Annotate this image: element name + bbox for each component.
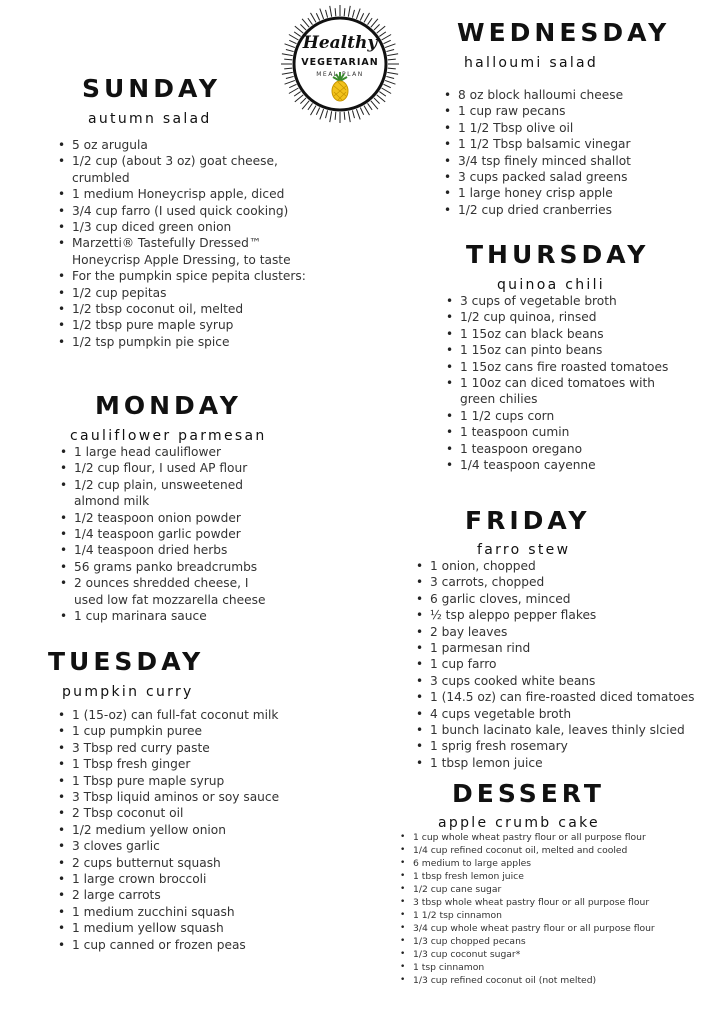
logo-badge	[280, 4, 400, 124]
monday-dish: cauliflower parmesan	[70, 428, 267, 444]
list-item: • For the pumpkin spice pepita clusters:	[72, 268, 332, 284]
wednesday-dish: halloumi salad	[464, 55, 599, 71]
list-item: • 2 large carrots	[72, 887, 332, 903]
list-item: • 1 Tbsp pure maple syrup	[72, 773, 332, 789]
friday-heading: FRIDAY	[465, 506, 591, 535]
list-item: • 2 ounces shredded cheese, I used low fat mozzarella cheese	[74, 575, 274, 608]
list-item: • 1 cup pumpkin puree	[72, 723, 332, 739]
list-item: • 1 1/2 Tbsp balsamic vinegar	[458, 136, 718, 152]
friday-dish: farro stew	[477, 542, 571, 558]
list-item: • 1 tsp cinnamon	[413, 961, 713, 974]
list-item: • 3 tbsp whole wheat pastry flour or all purpose flour	[413, 896, 713, 909]
list-item: • ½ tsp aleppo pepper flakes	[430, 607, 720, 623]
list-item: • 1 (14.5 oz) can fire-roasted diced tomatoes	[430, 689, 720, 705]
list-item: • 1 1/2 Tbsp olive oil	[458, 120, 718, 136]
list-item: • 3 cups of vegetable broth	[460, 293, 670, 309]
list-item: • Marzetti® Tastefully Dressed™ Honeycrisp Apple Dressing, to taste	[72, 235, 332, 268]
list-item: • 1 15oz can black beans	[460, 326, 670, 342]
list-item: • 1 tbsp lemon juice	[430, 755, 720, 771]
list-item: • 1 large honey crisp apple	[458, 185, 718, 201]
list-item: • 1/2 tbsp coconut oil, melted	[72, 301, 332, 317]
dessert-dish: apple crumb cake	[438, 815, 600, 831]
list-item: • 1/2 cup quinoa, rinsed	[460, 309, 670, 325]
list-item: • 1/2 cup plain, unsweetened almond milk	[74, 477, 274, 510]
logo-meal-plan: MEAL PLAN	[316, 71, 364, 78]
list-item: • 1/3 cup coconut sugar*	[413, 948, 713, 961]
sunday-dish: autumn salad	[88, 111, 212, 127]
list-item: • 3 cups packed salad greens	[458, 169, 718, 185]
list-item: • 1/2 cup cane sugar	[413, 883, 713, 896]
list-item: • 3/4 cup farro (I used quick cooking)	[72, 203, 332, 219]
list-item: • 1 medium zucchini squash	[72, 904, 332, 920]
list-item: • 2 bay leaves	[430, 624, 720, 640]
list-item: • 1 onion, chopped	[430, 558, 720, 574]
thursday-heading: THURSDAY	[466, 240, 650, 269]
list-item: • 1/4 teaspoon cayenne	[460, 457, 670, 473]
list-item: • 1 10oz can diced tomatoes with green chilies	[460, 375, 670, 408]
tuesday-dish: pumpkin curry	[62, 684, 194, 700]
sunday-ingredients	[56, 137, 332, 350]
list-item: • 1 teaspoon cumin	[460, 424, 670, 440]
list-item: • 2 Tbsp coconut oil	[72, 805, 332, 821]
dessert-heading: DESSERT	[452, 779, 605, 808]
list-item: • 6 medium to large apples	[413, 857, 713, 870]
list-item: • 3 Tbsp liquid aminos or soy sauce	[72, 789, 332, 805]
list-item: • 1 parmesan rind	[430, 640, 720, 656]
list-item: • 2 cups butternut squash	[72, 855, 332, 871]
list-item: • 8 oz block halloumi cheese	[458, 87, 718, 103]
list-item: • 56 grams panko breadcrumbs	[74, 559, 274, 575]
sunday-heading: SUNDAY	[82, 74, 222, 103]
list-item: • 1 cup canned or frozen peas	[72, 937, 332, 953]
list-item: • 3 cups cooked white beans	[430, 673, 720, 689]
list-item: • 1/3 cup refined coconut oil (not melted)	[413, 974, 713, 987]
list-item: • 1 cup marinara sauce	[74, 608, 274, 624]
list-item: • 1/2 medium yellow onion	[72, 822, 332, 838]
wednesday-heading: WEDNESDAY	[457, 18, 671, 47]
list-item: • 1/2 cup pepitas	[72, 285, 332, 301]
list-item: • 1/2 cup dried cranberries	[458, 202, 718, 218]
meal-plan-logo	[280, 4, 400, 124]
list-item: • 3 cloves garlic	[72, 838, 332, 854]
list-item: • 1 15oz can pinto beans	[460, 342, 670, 358]
list-item: • 1 cup raw pecans	[458, 103, 718, 119]
list-item: • 1 15oz cans fire roasted tomatoes	[460, 359, 670, 375]
list-item: • 1 medium Honeycrisp apple, diced	[72, 186, 332, 202]
logo-healthy: Healthy	[302, 33, 378, 53]
list-item: • 1 1/2 tsp cinnamon	[413, 909, 713, 922]
monday-heading: MONDAY	[95, 391, 242, 420]
monday-ingredients	[58, 444, 274, 624]
list-item: • 3 carrots, chopped	[430, 574, 720, 590]
list-item: • 1/3 cup diced green onion	[72, 219, 332, 235]
list-item: • 1/4 teaspoon garlic powder	[74, 526, 274, 542]
list-item: • 1 large head cauliflower	[74, 444, 274, 460]
list-item: • 1/4 cup refined coconut oil, melted and cooled	[413, 844, 713, 857]
list-item: • 6 garlic cloves, minced	[430, 591, 720, 607]
list-item: • 1 cup whole wheat pastry flour or all purpose flour	[413, 831, 713, 844]
thursday-ingredients	[444, 293, 670, 473]
tuesday-heading: TUESDAY	[48, 647, 205, 676]
list-item: • 1/2 tbsp pure maple syrup	[72, 317, 332, 333]
list-item: • 1 1/2 cups corn	[460, 408, 670, 424]
thursday-dish: quinoa chili	[497, 277, 605, 293]
wednesday-ingredients	[442, 87, 718, 218]
list-item: • 3/4 tsp finely minced shallot	[458, 153, 718, 169]
list-item: • 1/2 teaspoon onion powder	[74, 510, 274, 526]
dessert-ingredients	[397, 831, 713, 987]
list-item: • 1 teaspoon oregano	[460, 441, 670, 457]
list-item: • 1 Tbsp fresh ginger	[72, 756, 332, 772]
list-item: • 1 large crown broccoli	[72, 871, 332, 887]
list-item: • 3/4 cup whole wheat pastry flour or all purpose flour	[413, 922, 713, 935]
list-item: • 1/4 teaspoon dried herbs	[74, 542, 274, 558]
logo-vegetarian: VEGETARIAN	[301, 57, 379, 68]
list-item: • 1 bunch lacinato kale, leaves thinly slcied	[430, 722, 720, 738]
list-item: • 1/2 cup flour, I used AP flour	[74, 460, 274, 476]
list-item: • 1/2 tsp pumpkin pie spice	[72, 334, 332, 350]
list-item: • 1 medium yellow squash	[72, 920, 332, 936]
list-item: • 3 Tbsp red curry paste	[72, 740, 332, 756]
list-item: • 1/2 cup (about 3 oz) goat cheese, crumbled	[72, 153, 332, 186]
list-item: • 5 oz arugula	[72, 137, 332, 153]
list-item: • 1/3 cup chopped pecans	[413, 935, 713, 948]
list-item: • 1 tbsp fresh lemon juice	[413, 870, 713, 883]
list-item: • 1 (15-oz) can full-fat coconut milk	[72, 707, 332, 723]
tuesday-ingredients	[56, 707, 332, 953]
friday-ingredients	[414, 558, 720, 771]
list-item: • 1 cup farro	[430, 656, 720, 672]
list-item: • 4 cups vegetable broth	[430, 706, 720, 722]
list-item: • 1 sprig fresh rosemary	[430, 738, 720, 754]
